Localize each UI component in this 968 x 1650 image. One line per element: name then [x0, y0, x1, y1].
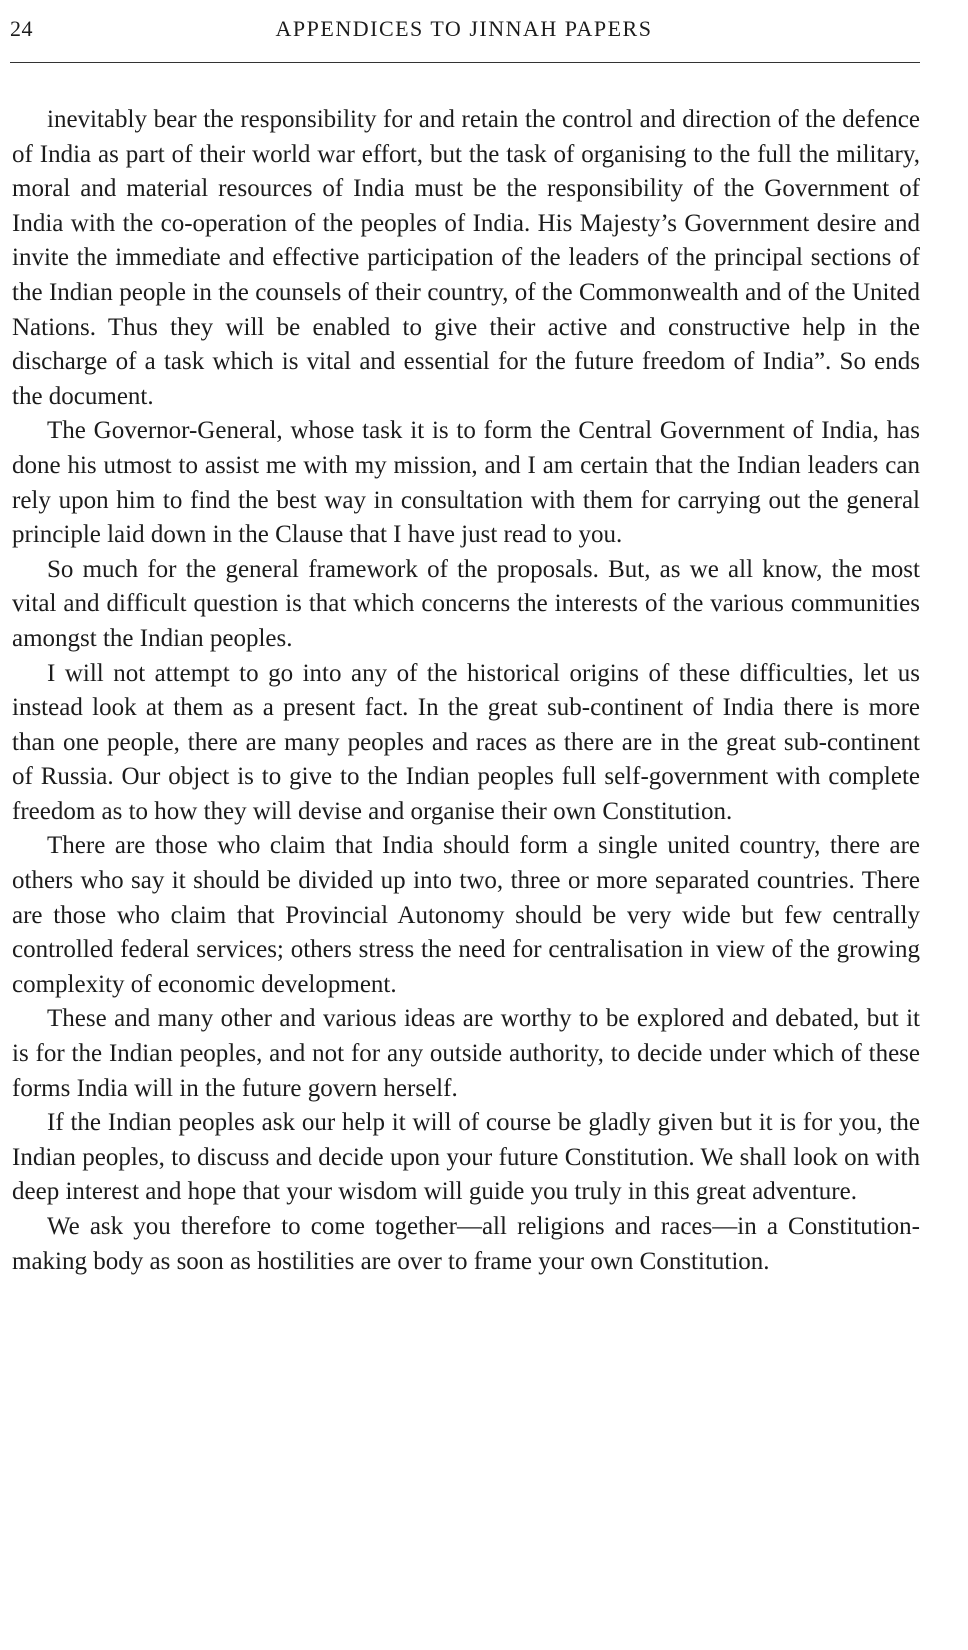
body-text [12, 103, 920, 1279]
paragraph: We ask you therefore to come together—all religions and races—in a Constitution-making body as soon as hostilities are over to frame your own Constitution. [12, 1213, 920, 1275]
page-number: 24 [10, 16, 33, 41]
paragraph: I will not attempt to go into any of the historical origins of these difficulties, let us instead look at them as a present fact. In the great sub-continent of India there is more than one people, there are many peoples and races as there are in the great sub-continent of Russia. Our object is to give to the Indian peoples full self-government with complete freedom as to how they will devise and organise their own Constitution. [12, 659, 920, 825]
page-header [10, 16, 918, 48]
paragraph: inevitably bear the responsibility for and retain the control and direction of the defence of India as part of their world war effort, but the task of organising to the full the military, moral and material resources of India must be the responsibility of the Government of India with the co-operation of the peoples of India. His Majesty’s Government desire and invite the immediate and effective participation of the leaders of the principal sections of the Indian people in the counsels of their country, of the Commonwealth and of the United Nations. Thus they will be enabled to give their active and constructive help in the discharge of a task which is vital and essential for the future freedom of India”. So ends the document. [12, 106, 920, 410]
paragraph: These and many other and various ideas are worthy to be explored and debated, but it is for the Indian peoples, and not for any outside authority, to decide under which of these forms India will in the future govern herself. [12, 1005, 920, 1102]
paragraph: So much for the general framework of the proposals. But, as we all know, the most vital and difficult question is that which concerns the interests of the various communities amongst the Indian peoples. [12, 555, 920, 652]
paragraph: The Governor-General, whose task it is to form the Central Government of India, has done his utmost to assist me with my mission, and I am certain that the Indian leaders can rely upon him to find the best way in consultation with them for carrying out the general principle laid down in the Clause that I have just read to you. [12, 417, 920, 549]
running-title: APPENDICES TO JINNAH PAPERS [275, 16, 653, 41]
paragraph: If the Indian peoples ask our help it will of course be gladly given but it is for you, the Indian peoples, to discuss and decide upon your future Constitution. We shall look on with deep interest and hope that your wisdom will guide you truly in this great adventure. [12, 1109, 920, 1206]
header-rule [10, 62, 920, 63]
paragraph: There are those who claim that India should form a single united country, there are others who say it should be divided up into two, three or more separated countries. There are those who claim that Provincial Autonomy should be very wide but few centrally controlled federal services; others stress the need for centralisation in view of the growing complexity of economic development. [12, 832, 920, 998]
